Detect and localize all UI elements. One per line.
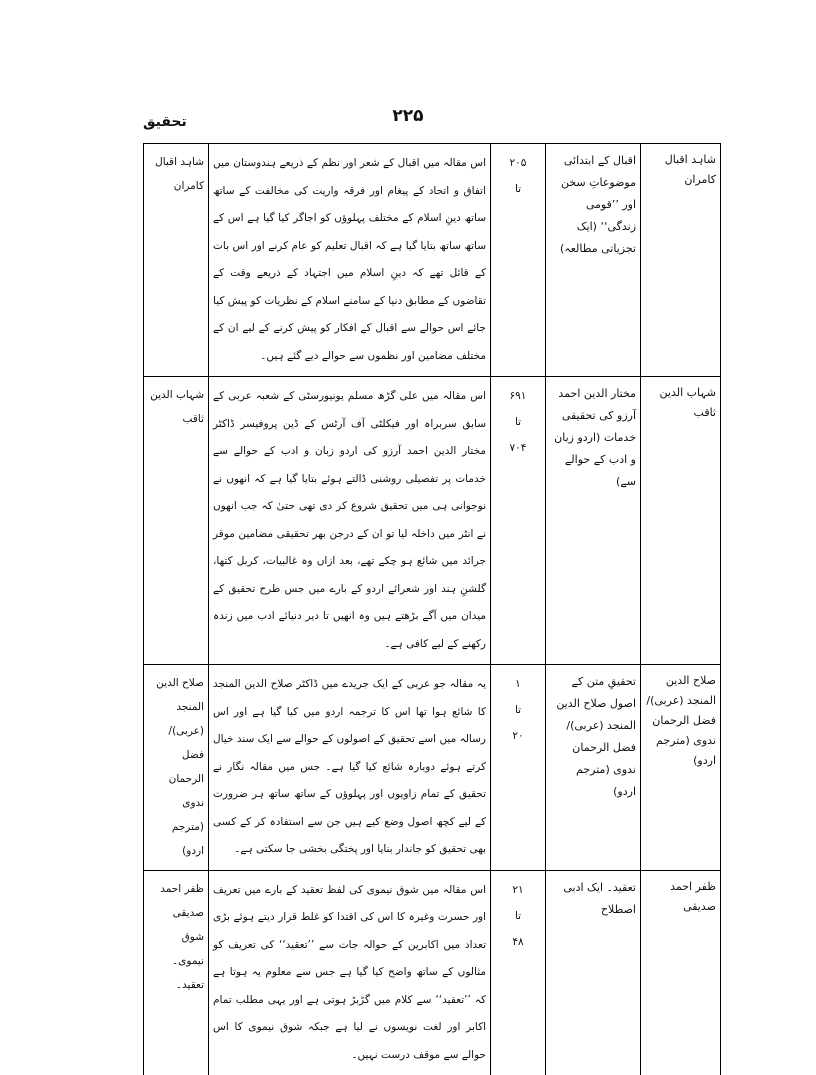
table-row <box>144 665 721 871</box>
title-cell: اقبال کے ابتدائی موضوعاتِ سخن اور ’’قومی زندگی‘‘ (ایک تجزیاتی مطالعہ) <box>546 144 641 377</box>
page-start: ۲۱ <box>512 883 524 896</box>
page-start: ۶۹۱ <box>509 390 527 402</box>
reference-cell: شہاب الدین ثاقب <box>144 377 209 665</box>
author-cell: شاہد اقبال کامران <box>641 144 721 377</box>
author-cell: صلاح الدین المنجد (عربی)/ فضل الرحمان ندوی (مترجم اردو) <box>641 665 721 871</box>
title-cell: مختار الدین احمد آرزو کی تحقیقی خدمات (اردو زبان و ادب کے حوالے سے) <box>546 377 641 665</box>
reference-cell: صلاح الدین المنجد (عربی)/ فضل الرحمان ندوی (مترجم اردو) <box>144 665 209 871</box>
pages-cell <box>491 870 546 1075</box>
page-end: ۷۰۴ <box>509 442 527 454</box>
pages-cell <box>491 377 546 665</box>
reference-cell: شاہد اقبال کامران <box>144 144 209 377</box>
summary-cell: یہ مقالہ جو عربی کے ایک جریدے میں ڈاکٹر صلاح الدین المنجد کا شائع ہوا تھا اس کا ترجمہ اردو میں کیا گیا ہے اور اس رسالہ میں اسے تحقیق کے اصولوں کے حوالے سے ایک سند خیال کرتے ہوئے دوبارہ شائع کیا گیا ہے۔ جس میں مقالہ نگار نے تحقیق کے تمام زاویوں اور پہلوؤں کے ساتھ ساتھ ہر ضرورت کے لیے کچھ اصول وضع کیے ہیں جن سے استفادہ کر کے کسی بھی تحقیق کو جاندار بنایا اور پختگی بخشی جا سکتی ہے۔ <box>209 665 491 871</box>
table-row <box>144 144 721 377</box>
pages-cell <box>491 144 546 377</box>
running-title: تحقیق <box>143 114 187 130</box>
page-number: ۲۲۵ <box>392 106 424 126</box>
table-row <box>144 870 721 1075</box>
table-row <box>144 377 721 665</box>
summary-cell: اس مقالہ میں اقبال کے شعر اور نظم کے ذریعے ہندوستان میں اتفاق و اتحاد کے پیغام اور فرقہ واریت کی مخالفت کے ساتھ ساتھ دینِ اسلام کے مختلف پہلوؤں کو اجاگر کیا گیا ہے اس کے ساتھ ساتھ بتایا گیا ہے کہ اقبال تعلیم کو عام کرنے اور اس بات کے قائل تھے کہ دینِ اسلام میں اجتہاد کے ذریعے وقت کے تقاضوں کے مطابق دنیا کے سامنے اسلام کے نظریات کو پیش کیا جائے اس حوالے سے اقبال کے افکار کو پیش کرنے کے لیے ان کے مختلف مضامین اور نظموں سے حوالے دیے گئے ہیں۔ <box>209 144 491 377</box>
page-start: ۲۰۵ <box>509 157 527 169</box>
summary-cell: اس مقالہ میں شوق نیموی کی لفظ تعقید کے بارے میں تعریف اور حسرت وغیرہ کا اس کی اقتدا کو غلط قرار دیتے ہوئے بڑی تعداد میں اکابرین کے حوالہ جات سے ’’تعقید‘‘ کی تعریف کو مثالوں کے ساتھ واضح کیا گیا ہے جس سے معلوم یہ ہوتا ہے کہ ’’تعقید‘‘ سے کلام میں گڑبڑ ہوتی ہے اور یہی مطلب تمام اکابر اور لغت نویسوں نے لیا ہے جبکہ شوق نیموی کا اس حوالے سے موقف درست نہیں۔ <box>209 870 491 1075</box>
page-range-word: تا <box>514 704 522 716</box>
title-cell: تحقیقِ متن کے اصول صلاح الدین المنجد (عربی)/ فضل الرحمان ندوی (مترجم اردو) <box>546 665 641 871</box>
page-range-word: تا <box>514 416 522 428</box>
title-cell: تعقید۔ ایک ادبی اصطلاح <box>546 870 641 1075</box>
page-end: ۲۰ <box>512 730 524 742</box>
page-start: ۱ <box>515 678 521 690</box>
article-index-table <box>143 143 721 1075</box>
page-end: ۴۸ <box>512 935 524 948</box>
author-cell: ظفر احمد صدیقی <box>641 870 721 1075</box>
page-range-word: تا <box>514 183 522 195</box>
reference-cell: ظفر احمد صدیقی شوق نیموی۔ تعقید۔ <box>144 870 209 1075</box>
page-range-word: تا <box>514 909 522 922</box>
summary-cell: اس مقالہ میں علی گڑھ مسلم یونیورسٹی کے شعبہ عربی کے سابق سربراہ اور فیکلٹی آف آرٹس کے ڈین پروفیسر ڈاکٹر مختار الدین احمد آرزو کی اردو زبان و ادب کے حوالے سے خدمات پر تفصیلی روشنی ڈالتے ہوئے بتایا گیا ہے کہ انھوں نے نوجوانی ہی میں تحقیق شروع کر دی تھی حتیٰ کہ جب انھوں نے انٹر میں داخلہ لیا تو ان کے درجن بھر تحقیقی مضامین موقر جرائد میں شائع ہو چکے تھے، بعد ازاں وہ غالبیات، کربل کتھا، گلشنِ ہند اور شعرائے اردو کے بارے میں جس طرح تحقیق کے میدان میں آگے بڑھتے ہیں وہ انھیں تا دیر دنیائے ادب میں زندہ رکھنے کے لیے کافی ہے۔ <box>209 377 491 665</box>
author-cell: شہاب الدین ثاقب <box>641 377 721 665</box>
pages-cell <box>491 665 546 871</box>
